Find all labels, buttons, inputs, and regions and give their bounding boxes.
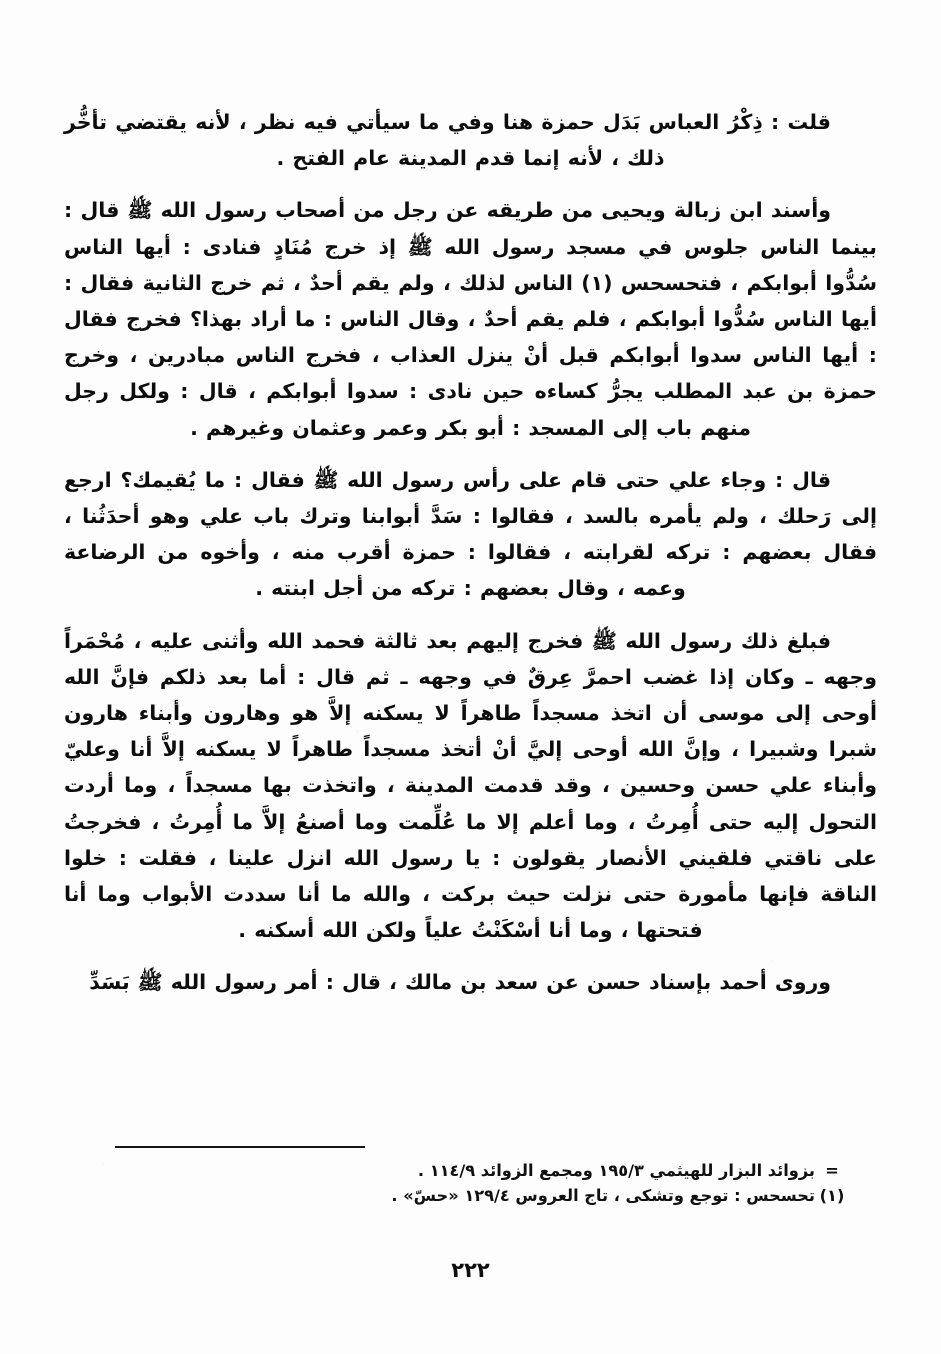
body-paragraph-5: وروى أحمد بإسناد حسن عن سعد بن مالك ، قال : أمر رسول الله ﷺ بَسَدِّ (89, 970, 831, 995)
footnote-text: تحسحس : توجع وتشكى ، تاج العروس ١٢٩/٤ «حسّ» . (391, 1186, 815, 1205)
footnote-separator-rule (115, 1146, 365, 1148)
body-paragraph-1: قلت : ذِكْرُ العباس بَدَل حمزة هنا وفي ما سيأتي فيه نظر ، لأنه يقتضي تأخُّر ذلك ، لأنه إنما قدم المدينة عام الفتح . (64, 110, 831, 171)
body-paragraph-2: وأسند ابن زبالة ويحيى من طريقه عن رجل من أصحاب رسول الله ﷺ قال : بينما الناس جلوس في مسجد رسول الله ﷺ إذ خرج مُنَادٍ فنادى : أيها الناس سُدُّوا أبوابكم ، فتحسحس (١) الناس لذلك ، ولم يقم أحدٌ ، ثم خرج الثانية فقال : أيها الناس سُدُّوا أبوابكم ، فلم يقم أحدٌ ، وقال الناس : ما أراد بهذا؟ فخرج فقال : أيها الناس سدوا أبوابكم قبل أنْ ينزل العذاب ، فخرج الناس مبادرين ، وخرج حمزة بن عبد المطلب يجرُّ كساءه حين نادى : سدوا أبوابكم ، قال : ولكل رجل منهم باب إلى المسجد : أبو بكر وعمر وعثمان وغيرهم . (64, 198, 877, 440)
footnote-line (64, 1158, 877, 1183)
footnote-marker: = (825, 1161, 839, 1180)
footnote-text: بزوائد البزار للهيثمي ١٩٥/٣ ومجمع الزوائد ١١٤/٩ . (417, 1161, 815, 1180)
body-paragraph-4: فبلغ ذلك رسول الله ﷺ فخرج إليهم بعد ثالثة فحمد الله وأثنى عليه ، مُحْمَراً وجهه ـ وكان إذا غضب احمرَّ عِرقٌ في وجهه ـ ثم قال : أما بعد ذلكم فإنَّ الله أوحى إلى موسى أن اتخذ مسجداً طاهراً لا يسكنه إلاَّ هو وهارون وأبناء هارون شبرا وشبيرا ، وإنَّ الله أوحى إليَّ أنْ أتخذ مسجداً طاهراً لا يسكنه إلاَّ أنا وعليّ وأبناء علي حسن وحسين ، وقد قدمت المدينة ، واتخذت بها مسجداً ، وما أردت التحول إليه حتى أُمِرتُ ، وما أعلم إلا ما عُلِّمت وما أصنعُ إلاَّ ما أُمِرتُ ، فخرجتُ على ناقتي فلقيني الأنصار يقولون : يا رسول الله انزل علينا ، فقلت : خلوا الناقة فإنها مأمورة حتى نزلت حيث بركت ، والله ما أنا سددت الأبواب وما أنا فتحتها ، وما أنا أسْكَنْتُ علياً ولكن الله أسكنه . (64, 628, 877, 943)
footnote-line (64, 1183, 877, 1208)
body-text-block (64, 104, 877, 1001)
footnote-marker: (١) (819, 1186, 845, 1205)
page-number: ٢٢٢ (451, 1258, 490, 1282)
footnote-zone (64, 1146, 877, 1208)
body-paragraph-3: قال : وجاء علي حتى قام على رأس رسول الله ﷺ فقال : ما يُقيمك؟ ارجع إلى رَحلك ، ولم يأمره بالسد ، فقالوا : سَدَّ أبوابنا وترك باب علي وهو أحدَثُنا ، فقال بعضهم : تركه لقرابته ، فقالوا : حمزة أقرب منه ، وأخوه من الرضاعة وعمه ، وقال بعضهم : تركه من أجل ابنته . (64, 467, 877, 601)
